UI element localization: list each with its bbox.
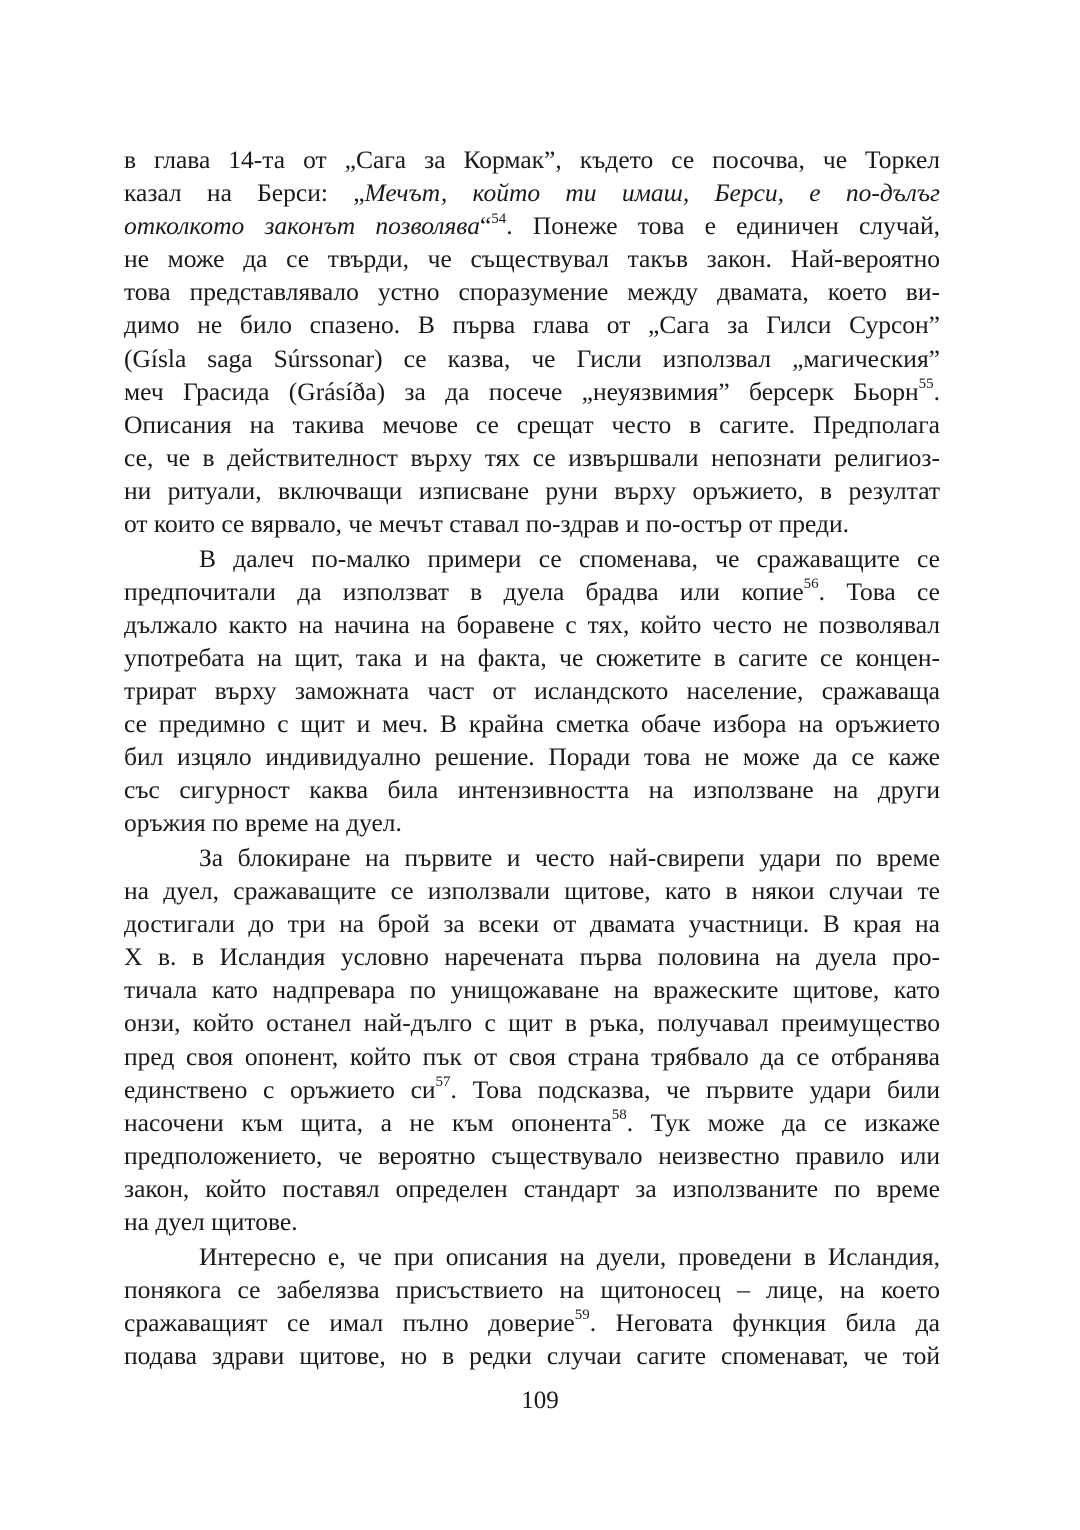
text-line: се, че в действителност върху тях се извършвали непознати религиоз-: [124, 442, 940, 472]
text-line: не може да се твърди, че съществувал такъв закон. Най-вероятно: [124, 244, 940, 274]
text-line: Описания на такива мечове се срещат често в сагите. Предполага: [124, 409, 940, 439]
text-line: на дуел щитове.: [124, 1207, 298, 1236]
text-line: от които се вярвало, че мечът ставал по-здрав и по-остър от преди.: [124, 509, 849, 539]
text-line: меч Грасида (Grásíða) за да посече „неуязвимия” берсерк Бьорн$^{55}$.: [124, 376, 940, 406]
text-line: оръжия по време на дуел.: [124, 808, 402, 838]
text-line: на дуел, сражаващите се използвали щитове, като в някои случаи те: [124, 876, 940, 906]
paragraph-start-line: За блокиране на първите и често най-свирепи удари по време: [199, 842, 940, 872]
text-line: предположението, че вероятно съществувало неизвестно правило или: [124, 1140, 940, 1170]
text-line: трират върху заможната част от исландското население, сражаваща: [124, 676, 940, 705]
text-line: понякога се забелязва присъствието на щитоносец – лице, на което: [124, 1274, 940, 1304]
text-line: тичала като надпревара по унищожаване на вражеските щитове, като: [124, 975, 940, 1005]
page-number: 109: [521, 1387, 559, 1414]
text-line: предпочитали да използват в дуела брадва или копие$^{56}$. Това се: [124, 576, 940, 606]
text-line: пред своя опонент, който пък от своя страна трябвало да се отбранява: [124, 1041, 940, 1071]
text-line: бил изцяло индивидуално решение. Поради това не може да се каже: [124, 742, 940, 772]
text-line: димо не било спазено. В първа глава от „Сага за Гилси Сурсон”: [124, 310, 940, 340]
text-line: сражаващият се имал пълно доверие$^{59}$. Неговата функция била да: [124, 1307, 940, 1337]
text-line: насочени към щита, а не към опонента$^{58}$. Тук може да се изкаже: [124, 1107, 940, 1137]
text-line: подава здрави щитове, но в редки случаи сагите споменават, че той: [124, 1340, 940, 1370]
text-line: единствено с оръжието $си^{57}$. Това подсказва, че първите удари били: [124, 1074, 940, 1104]
text-line: ни ритуали, включващи изписване руни върху оръжието, в резултат: [124, 475, 940, 505]
text-line: употребата на щит, така и на факта, че сюжетите в сагите се концен-: [124, 642, 940, 672]
paragraph-start-line: В далеч по-малко примери се споменава, че сражаващите се: [199, 543, 940, 573]
text-line: (Gísla saga Súrssonar) се казва, че Гисли използвал „магическия”: [124, 343, 940, 373]
paragraph-start-line: Интересно е, че при описания на дуели, проведени в Исландия,: [199, 1241, 940, 1271]
text-line: X в. в Исландия условно наречената първа половина на дуела про-: [124, 942, 940, 972]
text-line: се предимно с щит и меч. В крайна сметка обаче избора на оръжието: [124, 709, 940, 739]
text-line: това представлявало устно споразумение между двамата, което ви-: [124, 277, 940, 307]
text-line: казал на Берси: „Мечът, който ти имаш, Берси, е по-дълъг: [124, 178, 940, 208]
text-line: дължало както на начина на боравене с тях, който често не позволявал: [124, 609, 940, 639]
text-line: отколкото законът позволява“$^{54}$. Понеже това е единичен случай,: [124, 210, 940, 241]
text-line: онзи, който останел най-дълго с щит в ръка, получавал преимущество: [124, 1008, 940, 1038]
text-line: в глава 14-та от „Сага за Кормак”, където се посочва, че Торкел: [124, 145, 940, 174]
body-text: [124, 143, 940, 1372]
text-line: със сигурност каква била интензивността на използване на други: [124, 775, 940, 805]
text-line: достигали до три на брой за всеки от двамата участници. В края на: [124, 909, 940, 939]
text-line: закон, който поставял определен стандарт за използваните по време: [124, 1173, 940, 1203]
